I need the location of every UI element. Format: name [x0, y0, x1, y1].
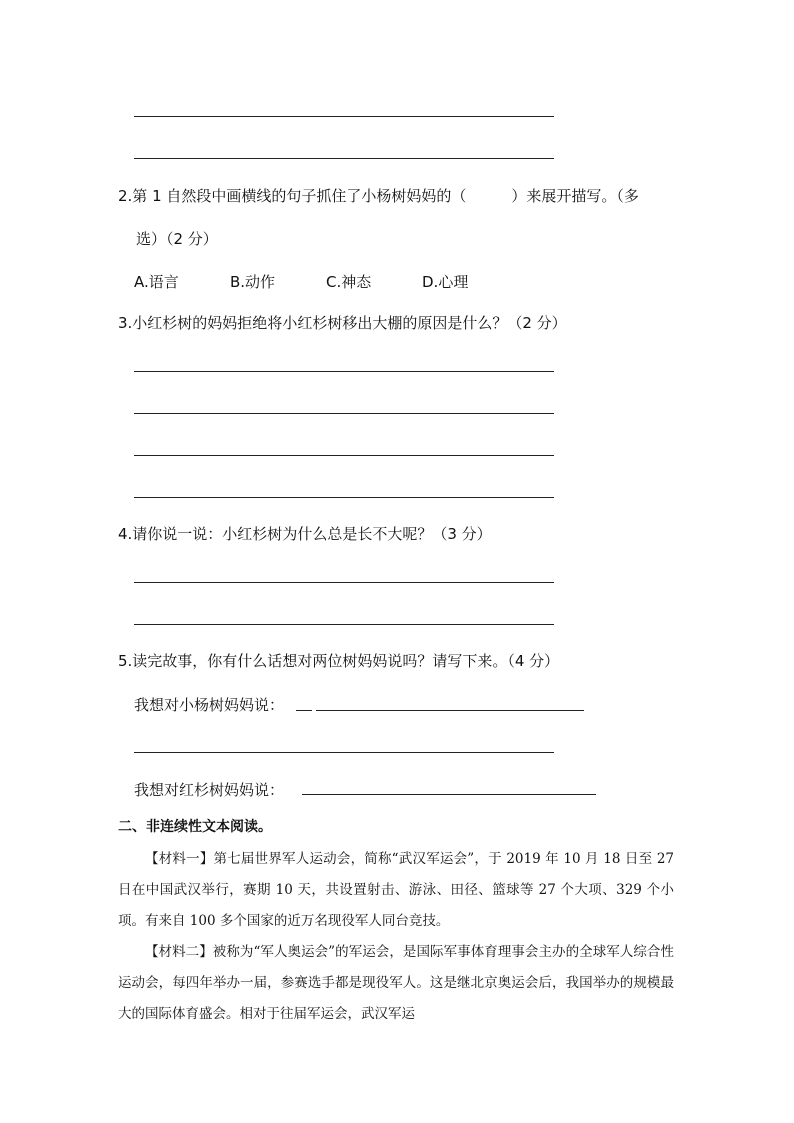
answer-line[interactable]	[134, 752, 554, 753]
answer-line[interactable]	[302, 794, 596, 795]
answer-line[interactable]	[134, 371, 554, 372]
answer-line[interactable]	[134, 413, 554, 414]
answer-line[interactable]	[316, 710, 584, 711]
option-a[interactable]: A.语言	[134, 273, 179, 291]
question-4-text: 4.请你说一说：小红杉树为什么总是长不大呢？（3 分）	[118, 525, 492, 543]
question-5-text: 5.读完故事，你有什么话想对两位树妈妈说吗？请写下来。（4 分）	[118, 652, 560, 670]
material-2-paragraph: 【材料二】被称为“军人奥运会”的军运会，是国际军事体育理事会主办的全球军人综合性运动会，每四年举办一届，参赛选手都是现役军人。这是继北京奥运会后，我国举办的规模最大的国际体育盛会。相对于往届军运会，武汉军运	[118, 944, 674, 1022]
option-d[interactable]: D.心理	[422, 273, 469, 291]
material-1-paragraph: 【材料一】第七届世界军人运动会，简称“武汉军运会”，于 2019 年 10 月 18 日至 27 日在中国武汉举行，赛期 10 天，共设置射击、游泳、田径、篮球等 27 个大项、329 个小项。有来自 100 多个国家的近万名现役军人同台竞技。	[118, 851, 674, 929]
answer-line[interactable]	[134, 116, 554, 117]
answer-line[interactable]	[134, 455, 554, 456]
answer-line[interactable]	[134, 497, 554, 498]
question-2-text-cont: 选）（2 分）	[136, 230, 218, 248]
option-c[interactable]: C.神态	[326, 273, 372, 291]
answer-line[interactable]	[134, 624, 554, 625]
prompt-hong-mother: 我想对红杉树妈妈说：	[134, 781, 285, 799]
answer-line[interactable]	[134, 158, 554, 159]
answer-line[interactable]	[134, 582, 554, 583]
section-2-title: 二、非连续性文本阅读。	[118, 819, 272, 835]
answer-line[interactable]	[296, 710, 312, 711]
question-3-text: 3.小红杉树的妈妈拒绝将小红杉树移出大棚的原因是什么？（2 分）	[118, 314, 567, 332]
option-b[interactable]: B.动作	[230, 273, 276, 291]
question-2-text: 2.第 1 自然段中画横线的句子抓住了小杨树妈妈的（ ）来展开描写。（多	[118, 187, 639, 205]
prompt-yang-mother: 我想对小杨树妈妈说：	[134, 696, 285, 714]
